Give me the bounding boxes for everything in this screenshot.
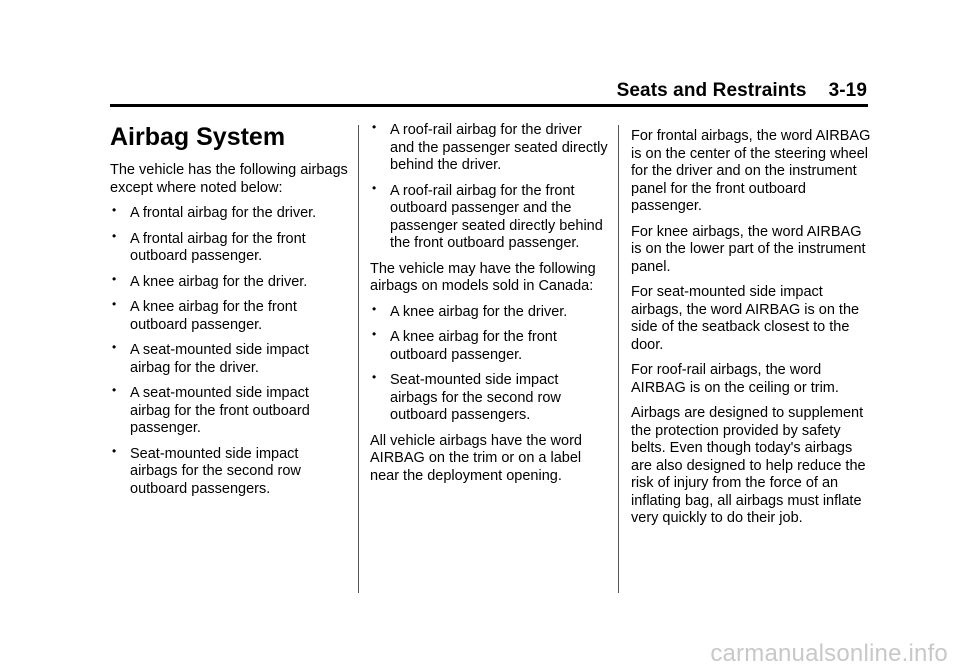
bullet-icon: • xyxy=(112,340,117,354)
canada-intro: The vehicle may have the following airbags on models sold in Canada: xyxy=(370,260,596,294)
paragraph: For frontal airbags, the word AIRBAG is on the center of the steering wheel for the driver and on the instrument panel for the front outboard passenger. xyxy=(631,128,871,214)
column-divider xyxy=(358,125,359,593)
page-number: 3-19 xyxy=(828,80,867,101)
list-item: • A knee airbag for the front outboard passenger. xyxy=(112,297,297,333)
list-item: • Seat-mounted side impact airbags for the second row outboard passengers. xyxy=(372,370,561,423)
section-title: Seats and Restraints xyxy=(616,80,807,101)
paragraph: For knee airbags, the word AIRBAG is on the lower part of the instrument panel. xyxy=(631,223,866,275)
canada-list xyxy=(370,301,608,425)
intro-paragraph: The vehicle has the following airbags except where noted below: xyxy=(110,162,348,196)
list-item: • A knee airbag for the driver. xyxy=(372,301,568,320)
list-item: • A roof-rail airbag for the front outboard passenger and the passenger seated directly behind the front outboard passenger. xyxy=(372,180,603,251)
bullet-icon: • xyxy=(112,297,117,311)
list-item: • A seat-mounted side impact airbag for the front outboard passenger. xyxy=(112,383,310,436)
list-item: • A frontal airbag for the driver. xyxy=(112,203,317,221)
paragraph: For roof-rail airbags, the word AIRBAG is on the ceiling or trim. xyxy=(631,362,839,396)
paragraph: Airbags are designed to supplement the protection provided by safety belts. Even though today's airbags are also designed to help reduce the risk of injury from the force of an inflating bag, all airbags must inflate very quickly to do their job. xyxy=(631,405,866,526)
list-item: • A frontal airbag for the front outboard passenger. xyxy=(112,228,306,264)
list-item: • A seat-mounted side impact airbag for the driver. xyxy=(112,340,309,376)
closing-paragraph: All vehicle airbags have the word AIRBAG on the trim or on a label near the deployment opening. xyxy=(370,432,582,484)
watermark: carmanualsonline.info xyxy=(710,640,948,667)
bullet-icon: • xyxy=(372,180,377,195)
roof-rail-list xyxy=(370,122,608,253)
column-divider xyxy=(618,125,619,593)
column-1 xyxy=(110,122,350,506)
header-rule xyxy=(110,104,868,107)
bullet-icon: • xyxy=(112,203,117,217)
bullet-icon: • xyxy=(112,443,117,458)
bullet-icon: • xyxy=(372,120,377,134)
bullet-icon: • xyxy=(372,327,377,341)
bullet-icon: • xyxy=(372,301,377,316)
paragraph: For seat-mounted side impact airbags, the word AIRBAG is on the side of the seatback closest to the door. xyxy=(631,284,860,353)
bullet-icon: • xyxy=(372,370,377,384)
bullet-icon: • xyxy=(112,383,117,397)
column-3 xyxy=(631,128,871,536)
list-item: • A roof-rail airbag for the driver and the passenger seated directly behind the driver. xyxy=(372,120,608,173)
airbag-list xyxy=(110,205,350,498)
bullet-icon: • xyxy=(112,271,117,286)
list-item: • A knee airbag for the driver. xyxy=(112,271,308,290)
section-heading: Airbag System xyxy=(110,123,286,151)
list-item: • A knee airbag for the front outboard passenger. xyxy=(372,327,557,363)
column-2 xyxy=(370,122,608,493)
page-header xyxy=(617,80,867,102)
bullet-icon: • xyxy=(112,228,117,243)
list-item: • Seat-mounted side impact airbags for the second row outboard passengers. xyxy=(112,443,301,497)
